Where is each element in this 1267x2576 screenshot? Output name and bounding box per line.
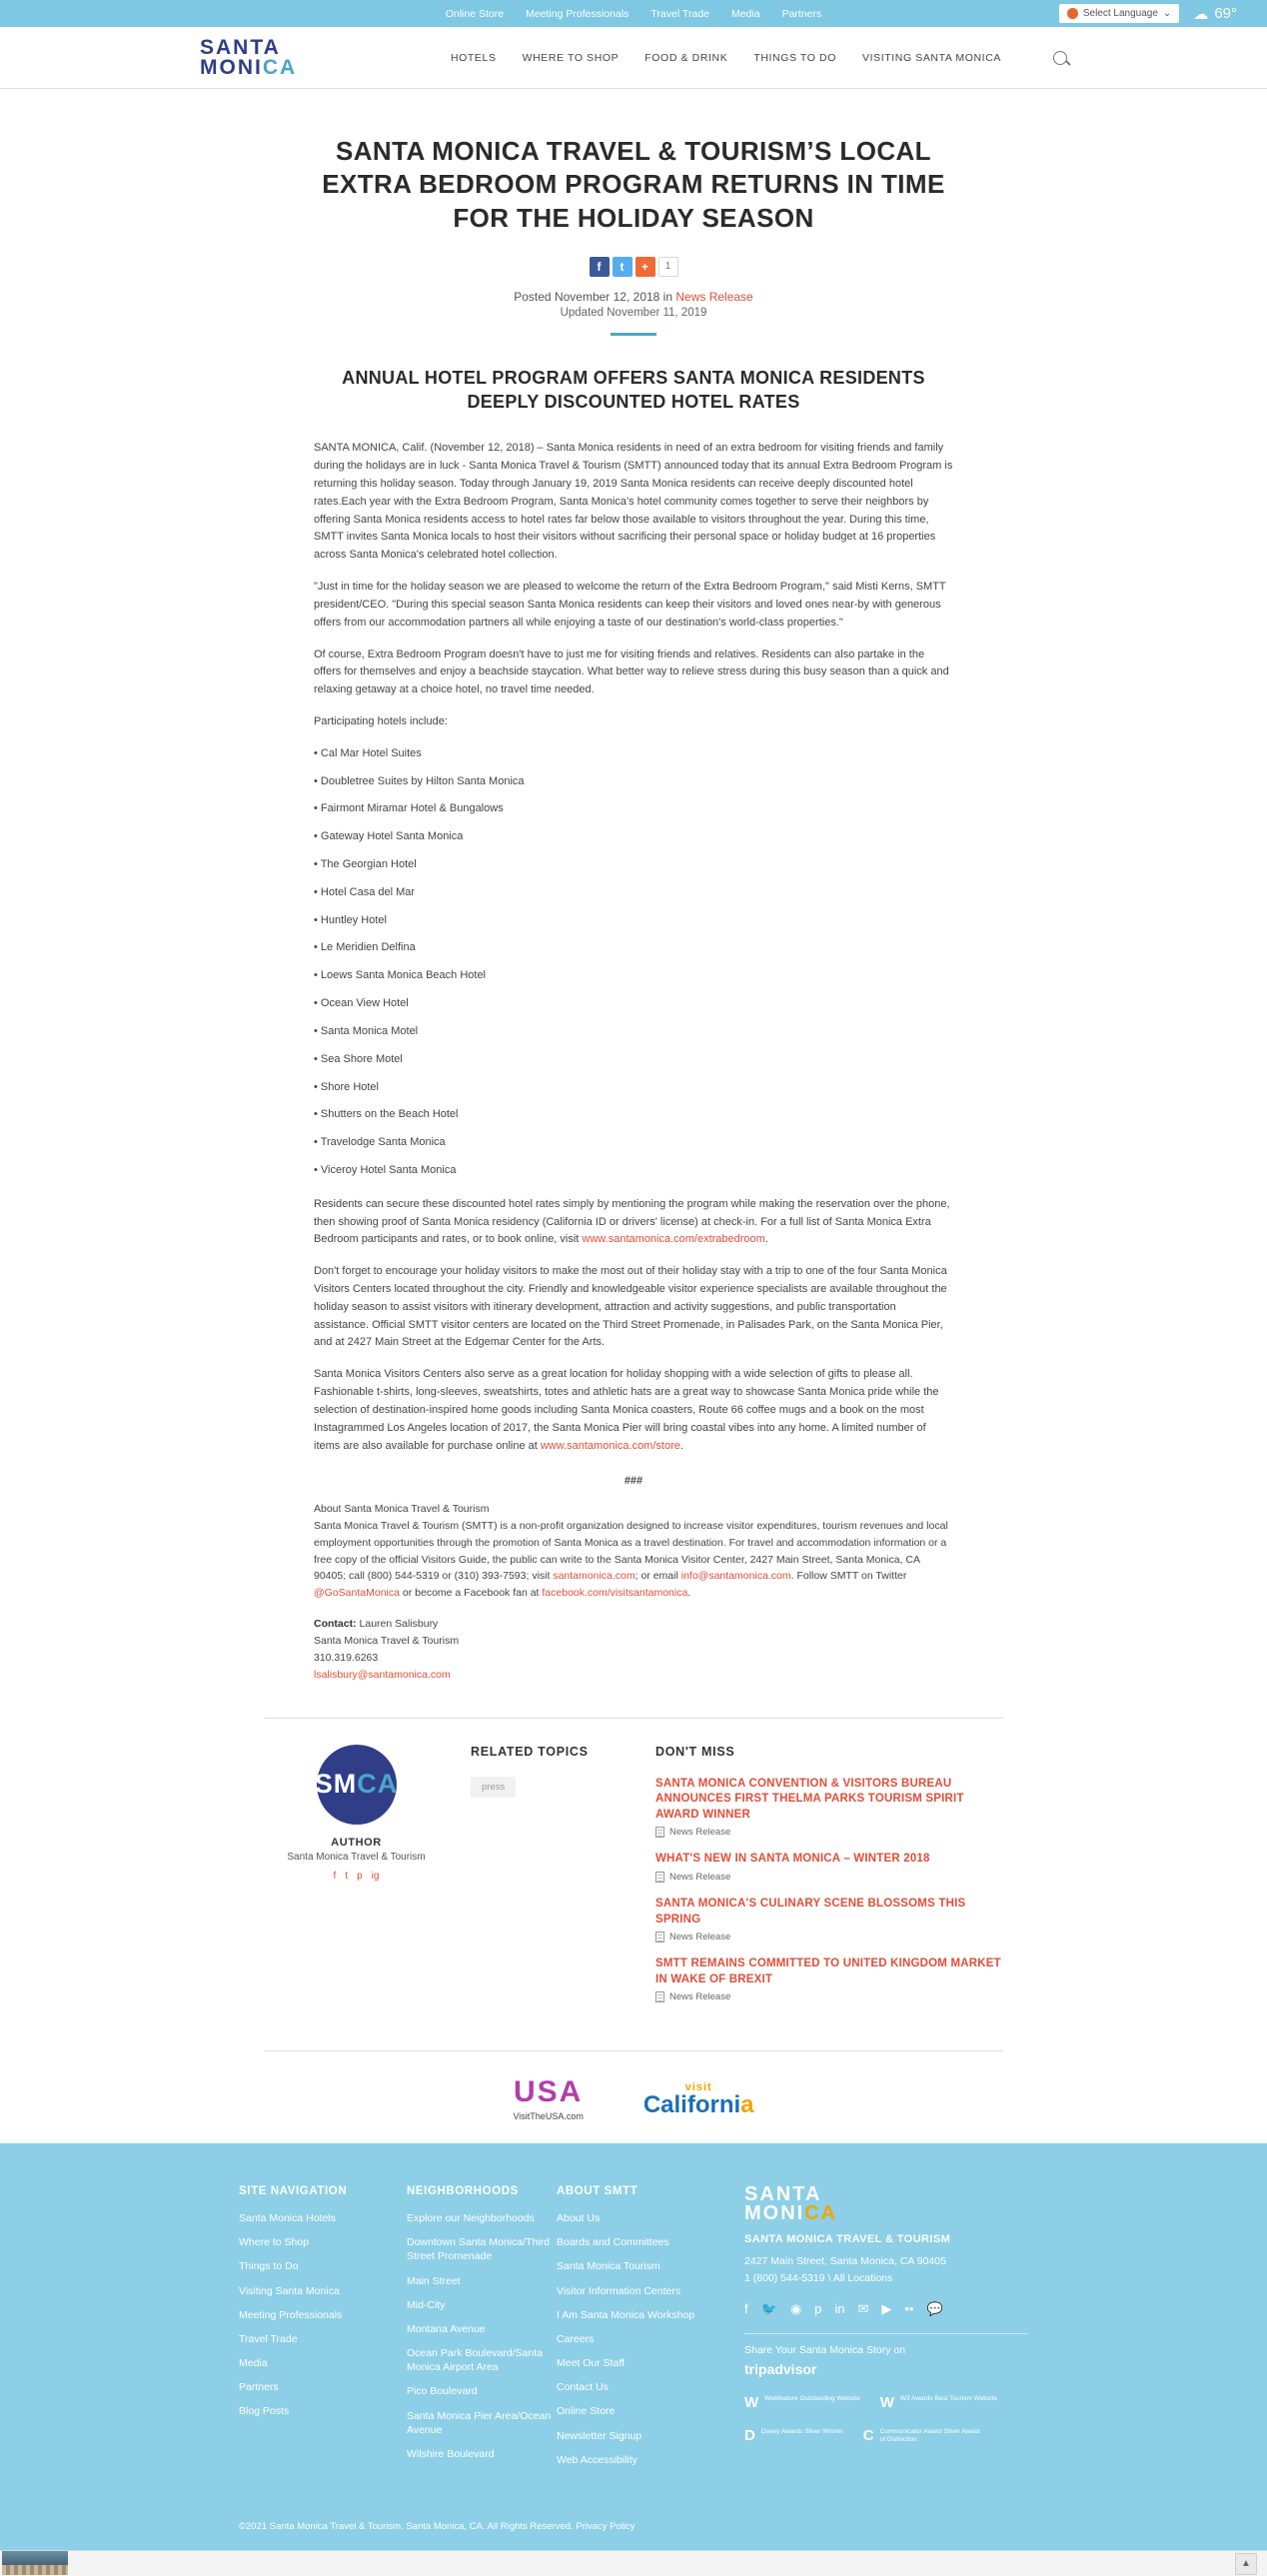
footer-link-boards-committees[interactable]: Boards and Committees <box>557 2236 669 2249</box>
footer-title-site-navigation: SITE NAVIGATION <box>239 2185 348 2198</box>
list-item: • Cal Mar Hotel Suites <box>314 746 422 759</box>
article-subhead: ANNUAL HOTEL PROGRAM OFFERS SANTA MONICA RESIDENTS DEEPLY DISCOUNTED HOTEL RATES <box>342 367 925 413</box>
usa-logo-mark: USA <box>513 2075 584 2109</box>
shopping-text-b: . <box>679 1439 683 1452</box>
about-text-e: . <box>687 1587 691 1600</box>
footer-brand-column <box>724 2185 1028 2477</box>
extrabedroom-link[interactable]: www.santamonica.com/extrabedroom <box>582 1233 765 1246</box>
footer-column-site-navigation <box>239 2185 407 2477</box>
award-badge-1 <box>744 2395 860 2410</box>
updated-line: Updated November 11, 2019 <box>560 306 707 319</box>
author-title: AUTHOR <box>331 1836 382 1849</box>
footer-link-media[interactable]: Media <box>239 2357 268 2370</box>
page-title: SANTA MONICA TRAVEL & TOURISM’S LOCAL EXTRA BEDROOM PROGRAM RETURNS IN TIME FOR THE HOLIDAY SEASON <box>322 136 945 233</box>
tripadvisor-logo[interactable]: tripadvisor <box>744 2360 817 2377</box>
copyright-text: ©2021 Santa Monica Travel & Tourism. Santa Monica, CA. All Rights Reserved. <box>239 2520 577 2532</box>
ca-logo-name <box>642 2090 754 2118</box>
about-text-c: . Follow SMTT on Twitter <box>790 1570 907 1583</box>
author-column <box>264 1745 449 2016</box>
share-story-label: Share Your Santa Monica Story on <box>744 2343 906 2356</box>
linkedin-icon[interactable]: in <box>834 2300 845 2316</box>
list-item: • Santa Monica Motel <box>314 1024 419 1037</box>
list-item: • Shutters on the Beach Hotel <box>314 1108 459 1121</box>
footer-logo-line2 <box>744 2204 1028 2223</box>
utility-right <box>1059 0 1267 27</box>
booking-text-b: . <box>764 1233 768 1246</box>
ca-logo-visit: visit <box>684 2080 712 2093</box>
dont-miss-type-3 <box>655 1932 1003 1942</box>
avatar <box>314 1745 399 1825</box>
twitter-handle-link[interactable]: @GoSantaMonica <box>314 1587 400 1600</box>
footer-link-santa-monica-tourism[interactable]: Santa Monica Tourism <box>557 2260 660 2273</box>
footer-title-neighborhoods: NEIGHBORHOODS <box>407 2185 519 2198</box>
footer-link-pico-boulevard[interactable]: Pico Boulevard <box>407 2385 478 2398</box>
list-item <box>655 1956 1003 2002</box>
footer-logo-line2-b: CA <box>804 2202 838 2225</box>
article-paragraph-1: SANTA MONICA, Calif. (November 12, 2018) – Santa Monica residents in need of an extra bedroom for visiting friends and family during the holidays are in luck - Santa Monica Travel & Tourism (SMTT) announced today that its annual Extra Bedroom Program is returning this holiday season. Today through January 19, 2019 Santa Monica residents can receive deeply discounted hotel rates.Each year with the Extra Bedroom Program, Santa Monica's hotel community comes together to serve their neighbors by offering Santa Monica residents access to hotel rates far below those available to visitors throughout the year. During this time, SMTT invites Santa Monica locals to host their visitors without sacrificing their personal space or holiday budget at 16 properties across Santa Monica's celebrated hotel collection. <box>314 442 953 562</box>
author-social <box>264 1871 449 1882</box>
page-thumbnail[interactable] <box>2 2551 68 2575</box>
utility-links <box>446 8 822 20</box>
document-icon <box>655 1932 664 1942</box>
footer-link-online-store[interactable]: Online Store <box>557 2405 616 2418</box>
wechat-icon[interactable]: 💬 <box>926 2300 943 2316</box>
utility-link-media[interactable]: Media <box>730 7 760 20</box>
document-icon <box>655 1827 664 1838</box>
avatar-initials-a: SM <box>314 1769 358 1800</box>
list-item: • Hotel Casa del Mar <box>314 885 416 898</box>
utility-link-travel-trade[interactable]: Travel Trade <box>650 7 709 20</box>
browser-bottom-bar <box>0 2550 1267 2576</box>
author-name: Santa Monica Travel & Tourism <box>287 1851 426 1863</box>
footer-link-travel-trade[interactable]: Travel Trade <box>239 2332 298 2345</box>
footer-link-main-street[interactable]: Main Street <box>407 2274 461 2287</box>
ca-logo-name-b: a <box>740 2090 754 2118</box>
footer-link-ocean-park-airport[interactable]: Ocean Park Boulevard/Santa Monica Airport Area <box>407 2347 543 2374</box>
divider <box>611 333 656 336</box>
site-header <box>0 27 1267 89</box>
santamonica-link[interactable]: santamonica.com <box>553 1570 635 1583</box>
dont-miss-link-4[interactable]: SMTT REMAINS COMMITTED TO UNITED KINGDOM MARKET IN WAKE OF BREXIT <box>655 1957 1001 1985</box>
twitter-share-icon[interactable]: t <box>613 257 633 277</box>
list-item: • Sea Shore Motel <box>314 1052 403 1065</box>
meta-section <box>264 1718 1003 2016</box>
document-icon <box>655 1991 664 2002</box>
site-logo[interactable] <box>200 35 298 79</box>
dont-miss-link-3[interactable]: SANTA MONICA'S CULINARY SCENE BLOSSOMS THIS SPRING <box>655 1897 966 1926</box>
nav-item-hotels[interactable]: HOTELS <box>450 51 497 64</box>
list-item: • Shore Hotel <box>314 1080 379 1093</box>
footer-link-meet-our-staff[interactable]: Meet Our Staff <box>557 2357 626 2370</box>
language-selector[interactable] <box>1059 4 1179 23</box>
facebook-link[interactable]: facebook.com/visitsantamonica <box>542 1587 688 1600</box>
related-topics-column <box>449 1745 624 2016</box>
contact-name: Lauren Salisbury <box>359 1617 439 1630</box>
share-count: 1 <box>658 257 678 277</box>
contact-line-1 <box>314 1616 953 1633</box>
footer-title-about-smtt: ABOUT SMTT <box>557 2185 638 2198</box>
list-item <box>655 1897 1003 1942</box>
footer-link-about-us[interactable]: About Us <box>557 2212 601 2225</box>
award-text-1: Webfeature Outstanding Website <box>764 2394 860 2402</box>
site-logo-line1: SANTA <box>200 35 281 59</box>
posted-category-link[interactable]: News Release <box>675 289 753 304</box>
footer-link-careers[interactable]: Careers <box>557 2332 595 2345</box>
award-badge-2 <box>880 2395 997 2410</box>
site-footer <box>0 2143 1267 2550</box>
about-block <box>314 1501 953 1602</box>
footer-link-visiting-santa-monica[interactable]: Visiting Santa Monica <box>239 2284 340 2297</box>
list-item: • Gateway Hotel Santa Monica <box>314 830 464 843</box>
article-paragraph-booking <box>314 1196 953 1249</box>
ca-logo-name-a: Californi <box>642 2090 741 2118</box>
award-badge-3 <box>744 2428 843 2445</box>
nav-item-where-to-shop[interactable]: WHERE TO SHOP <box>522 51 620 64</box>
footer-link-santa-monica-hotels[interactable]: Santa Monica Hotels <box>239 2212 336 2225</box>
footer-link-newsletter-signup[interactable]: Newsletter Signup <box>557 2429 642 2442</box>
footer-link-partners[interactable]: Partners <box>239 2381 279 2394</box>
about-text-a: Santa Monica Travel & Tourism (SMTT) is a non-profit organization designed to increase visitor expenditures, tourism revenues and local employment opportunities through the promotion of Santa Monica as a travel destination. For travel and accommodation information or a free copy of the official Visitors Guide, the public can write to the Santa Monica Visitor Center, 2427 Main Street, Santa Monica, CA 90405; call (800) 544-5319 or (310) 393-7593; visit <box>314 1519 948 1583</box>
visit-california-logo[interactable] <box>643 2082 754 2117</box>
awards-row-2 <box>744 2428 1028 2445</box>
dont-miss-type-label: News Release <box>669 1871 731 1883</box>
footer-link-visitor-information-centers[interactable]: Visitor Information Centers <box>557 2284 681 2297</box>
article-paragraph-3: Of course, Extra Bedroom Program doesn't have to just me for visiting friends and relatives. Residents can also partake in the offers for themselves and enjoy a beachside staycation. What better way to relieve stress during this busy season than a quick and relaxing getaway at a choice hotel, no travel time needed. <box>314 647 949 696</box>
contact-email-link[interactable]: lsalisbury@santamonica.com <box>314 1668 451 1681</box>
facebook-icon[interactable]: f <box>333 1870 337 1882</box>
footer-link-pier-ocean-avenue[interactable]: Santa Monica Pier Area/Ocean Avenue <box>407 2409 552 2436</box>
article-paragraph-4: Participating hotels include: <box>314 714 448 727</box>
facebook-share-icon[interactable]: f <box>590 257 610 277</box>
footer-link-meeting-professionals[interactable]: Meeting Professionals <box>239 2308 343 2321</box>
footer-address <box>744 2253 1028 2287</box>
instagram-icon[interactable]: ig <box>371 1870 380 1882</box>
weather-widget <box>1193 5 1267 23</box>
dont-miss-title: DON'T MISS <box>655 1744 735 1759</box>
site-logo-line2-a: MONI <box>200 55 263 79</box>
dont-miss-type-label: News Release <box>669 1932 731 1943</box>
footer-logo-line1: SANTA <box>744 2183 822 2206</box>
youtube-icon[interactable]: ▶ <box>881 2300 892 2316</box>
footer-link-montana-avenue[interactable]: Montana Avenue <box>407 2322 486 2335</box>
footer-brand-subtitle: SANTA MONICA TRAVEL & TOURISM <box>744 2233 951 2246</box>
list-item: • Ocean View Hotel <box>314 997 409 1010</box>
twitter-icon[interactable]: 🐦 <box>760 2300 777 2316</box>
footer-link-contact-us[interactable]: Contact Us <box>557 2381 609 2394</box>
footer-column-neighborhoods <box>407 2185 557 2477</box>
dont-miss-type-4 <box>655 1991 1003 2002</box>
pinterest-icon[interactable]: p <box>814 2300 822 2316</box>
main-nav <box>451 51 1067 65</box>
list-item: • Huntley Hotel <box>314 913 387 926</box>
utility-link-meeting-professionals[interactable]: Meeting Professionals <box>526 7 630 20</box>
dont-miss-type-2 <box>655 1872 1003 1883</box>
award-mark-2: W <box>879 2393 894 2411</box>
award-text-3: Davey Awards Silver Winner <box>760 2427 843 2435</box>
usa-logo-sub: VisitTheUSA.com <box>513 2111 584 2122</box>
partner-logos <box>264 2050 1003 2143</box>
list-item: • The Georgian Hotel <box>314 858 417 871</box>
dont-miss-link-1[interactable]: SANTA MONICA CONVENTION & VISITORS BUREAU ANNOUNCES FIRST THELMA PARKS TOURISM SPIRIT AWARD WINNER <box>655 1777 964 1821</box>
twitter-icon[interactable]: t <box>345 1870 349 1882</box>
award-mark-3: D <box>744 2426 755 2444</box>
list-item: • Fairmont Miramar Hotel & Bungalows <box>314 802 504 815</box>
list-item <box>655 1852 1003 1883</box>
footer-link-blog-posts[interactable]: Blog Posts <box>239 2405 290 2418</box>
share-row <box>0 257 1267 277</box>
site-logo-line2-b: CA <box>262 55 298 79</box>
contact-label: Contact: <box>314 1617 357 1630</box>
dont-miss-type-label: News Release <box>669 1827 731 1839</box>
list-item: • Travelodge Santa Monica <box>314 1136 446 1149</box>
end-marker: ### <box>624 1475 643 1488</box>
about-text <box>314 1518 953 1602</box>
list-item <box>655 1777 1003 1839</box>
footer-logo-line2-a: MONI <box>744 2202 805 2225</box>
contact-phone: 310.319.6263 <box>314 1651 379 1664</box>
about-text-d: or become a Facebook fan at <box>399 1587 543 1600</box>
store-link[interactable]: www.santamonica.com/store <box>540 1439 680 1452</box>
utility-link-online-store[interactable]: Online Store <box>445 7 505 20</box>
document-icon <box>655 1872 664 1883</box>
cloud-icon: ☁ <box>1193 5 1209 23</box>
share-story-block <box>744 2333 1028 2377</box>
awards-row <box>744 2395 1028 2410</box>
flickr-icon[interactable]: •• <box>904 2300 914 2316</box>
booking-text-a: Residents can secure these discounted hotel rates simply by mentioning the program while making the reservation over the phone, then showing proof of Santa Monica residency (California ID or drivers' license) at check-in. For a full list of Santa Monica Extra Bedroom participants and rates, or to book online, visit <box>314 1197 950 1246</box>
footer-link-web-accessibility[interactable]: Web Accessibility <box>557 2453 637 2466</box>
list-item: • Doubletree Suites by Hilton Santa Monica <box>314 774 525 787</box>
instagram-icon[interactable]: ◉ <box>789 2300 802 2316</box>
list-item: • Loews Santa Monica Beach Hotel <box>314 969 487 982</box>
contact-org: Santa Monica Travel & Tourism <box>314 1634 460 1647</box>
article-paragraph-visitor-centers: Don't forget to encourage your holiday visitors to make the most out of their holiday stay with a trip to one of the four Santa Monica Visitors Centers located throughout the city. Friendly and knowledgeable visitor experience specialists are available throughout the holiday season to assist visitors with itinerary development, attraction and activity suggestions, and public transportation assistance. Official SMTT visitor centers are located on the Third Street Promenade, in Palisades Park, on the Santa Monica Pier, and at 2427 Main Street at the Edgemar Center for the Arts. <box>314 1265 947 1349</box>
footer-bottom <box>239 2507 1028 2550</box>
posted-prefix: Posted November 12, 2018 in <box>514 289 676 304</box>
award-mark-1: W <box>744 2393 759 2411</box>
list-item: • Viceroy Hotel Santa Monica <box>314 1163 457 1176</box>
posted-line <box>0 290 1267 304</box>
article-paragraph-shopping <box>314 1366 953 1455</box>
dont-miss-link-2[interactable]: WHAT'S NEW IN SANTA MONICA – WINTER 2018 <box>655 1853 930 1866</box>
topic-tag-press[interactable]: press <box>471 1777 516 1798</box>
article <box>0 135 1267 2143</box>
award-mark-4: C <box>862 2426 874 2444</box>
article-body <box>314 440 953 1684</box>
footer-link-where-to-shop[interactable]: Where to Shop <box>239 2236 310 2249</box>
more-share-icon[interactable]: + <box>635 257 655 277</box>
nav-item-visiting-santa-monica[interactable]: VISITING SANTA MONICA <box>861 51 1001 64</box>
privacy-policy-link[interactable]: Privacy Policy <box>576 2520 635 2532</box>
site-logo-line2 <box>200 55 298 79</box>
email-icon[interactable]: ✉ <box>857 2300 869 2316</box>
utility-bar <box>0 0 1267 27</box>
related-topics-title: RELATED TOPICS <box>471 1744 589 1759</box>
nav-item-food-drink[interactable]: FOOD & DRINK <box>644 51 728 64</box>
utility-link-partners[interactable]: Partners <box>781 7 822 20</box>
list-item: • Le Meridien Delfina <box>314 941 416 954</box>
shopping-text-a: Santa Monica Visitors Centers also serve as a great location for holiday shopping with a wide selection of gifts to please all. Fashionable t-shirts, long-sleeves, sweatshirts, totes and athletic hats are a great way to showcase Santa Monica pride while the selection of destination-inspired home goods including Santa Monica coasters, Route 66 coffee mugs and a book on the most Instagrammed Los Angeles location of 2017, the Santa Monica Pier will bring coastal vibes into any home. A limited number of items are also available for purchase online at <box>314 1368 939 1452</box>
dont-miss-type-1 <box>655 1827 1003 1838</box>
footer-link-things-to-do[interactable]: Things to Do <box>239 2260 299 2273</box>
footer-inner <box>239 2185 1028 2477</box>
award-badge-4 <box>863 2428 981 2445</box>
visit-the-usa-logo[interactable] <box>513 2077 583 2121</box>
avatar-initials-b: CA <box>357 1769 399 1800</box>
info-email-link[interactable]: info@santamonica.com <box>680 1570 791 1583</box>
article-paragraph-2: "Just in time for the holiday season we are pleased to welcome the return of the Extra Bedroom Program," said Misti Kerns, SMTT president/CEO. "During this special season Santa Monica residents can keep their visitors and loved ones near-by with generous offers from our accommodation partners all while enjoying a taste of our destination's world-class properties." <box>314 581 946 629</box>
pinterest-icon[interactable]: p <box>357 1870 363 1882</box>
footer-social-row <box>744 2301 1028 2317</box>
footer-link-downtown-third-street[interactable]: Downtown Santa Monica/Third Street Promenade <box>407 2236 550 2263</box>
facebook-icon[interactable]: f <box>744 2300 748 2316</box>
footer-address-line2: 1 (800) 544-5319 \ All Locations <box>744 2271 893 2284</box>
chevron-down-icon: ⌄ <box>1162 8 1172 19</box>
footer-logo[interactable] <box>744 2185 1028 2223</box>
dont-miss-column <box>624 1745 1003 2016</box>
weather-temperature: 69° <box>1214 5 1237 22</box>
dont-miss-type-label: News Release <box>669 1991 731 2003</box>
footer-link-mid-city[interactable]: Mid-City <box>407 2298 446 2311</box>
contact-block <box>314 1616 953 1684</box>
footer-address-line1: 2427 Main Street, Santa Monica, CA 90405 <box>744 2255 946 2268</box>
footer-link-explore-neighborhoods[interactable]: Explore our Neighborhoods <box>407 2212 535 2225</box>
nav-item-things-to-do[interactable]: THINGS TO DO <box>753 51 836 64</box>
scroll-to-top-button[interactable]: ▲ <box>1235 2553 1257 2575</box>
footer-link-wilshire-boulevard[interactable]: Wilshire Boulevard <box>407 2447 495 2460</box>
search-icon[interactable] <box>1053 51 1067 65</box>
footer-link-i-am-santa-monica-workshop[interactable]: I Am Santa Monica Workshop <box>557 2308 695 2321</box>
language-selector-label: Select Language <box>1082 8 1158 19</box>
globe-icon <box>1067 8 1078 19</box>
about-text-b: ; or email <box>634 1570 681 1583</box>
about-title: About Santa Monica Travel & Tourism <box>314 1503 490 1516</box>
footer-column-about-smtt <box>557 2185 724 2477</box>
award-text-4: Communicator Award Silver Award of Distinction <box>879 2427 980 2444</box>
award-text-2: W3 Awards Best Tourism Website <box>899 2394 998 2402</box>
